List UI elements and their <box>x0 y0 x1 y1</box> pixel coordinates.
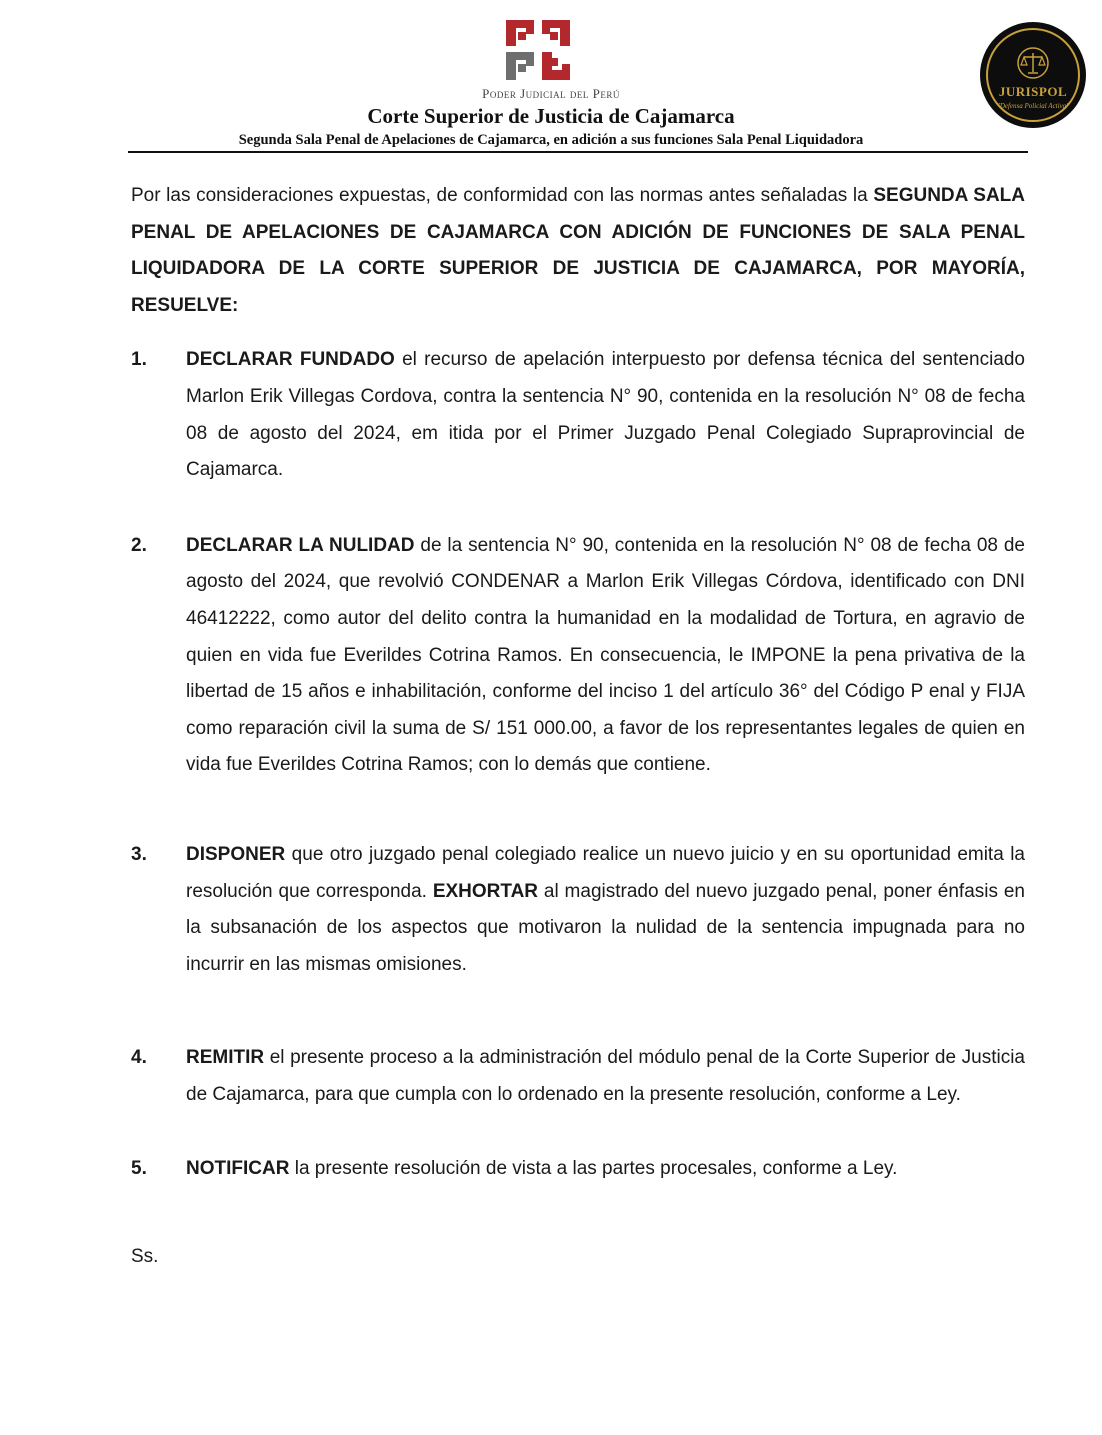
closing-signature: Ss. <box>131 1246 159 1268</box>
item-text: la presente resolución de vista a las partes procesales, conforme a Ley. <box>289 1158 898 1180</box>
poder-judicial-logo <box>504 18 574 82</box>
item-text: el presente proceso a la administración del módulo penal de la Corte Superior de Justicia de Cajamarca, para que cumpla con lo ordenado en la presente resolución, conforme a Ley. <box>186 1047 1025 1105</box>
institution-name: Poder Judicial del Perú <box>482 86 620 101</box>
document-body <box>131 178 1025 1276</box>
item-lead: DECLARAR LA NULIDAD <box>186 534 415 556</box>
item-number: 1. <box>131 349 147 371</box>
scales-of-justice-icon <box>1016 46 1050 80</box>
intro-resolution-heading: SEGUNDA SALA PENAL DE APELACIONES DE CAJAMARCA CON ADICIÓN DE FUNCIONES DE SALA PENAL LIQUIDADORA DE LA CORTE SUPERIOR DE JUSTICIA DE CAJAMARCA, POR MAYORÍA, RESUELVE: <box>131 185 1025 316</box>
item-lead: DECLARAR FUNDADO <box>186 349 395 371</box>
intro-paragraph <box>131 178 1025 324</box>
court-subtitle: Segunda Sala Penal de Apelaciones de Cajamarca, en adición a sus funciones Sala Penal Liquidadora <box>238 132 864 148</box>
resolution-item-2 <box>131 528 1025 784</box>
item-lead: DISPONER <box>186 843 286 865</box>
court-title: Corte Superior de Justicia de Cajamarca <box>367 104 735 128</box>
item-lead: NOTIFICAR <box>186 1158 290 1180</box>
resolution-item-1 <box>131 342 1025 488</box>
item-text: de la sentencia N° 90, contenida en la resolución N° 08 de fecha 08 de agosto del 2024, que revolvió CONDENAR a Marlon Erik Villegas Córdova, identificado con DNI 46412222, como autor del delito contra la humanidad en la modalidad de Tortura, en agravio de quien en vida fue Everildes Cotrina Ramos. En consecuencia, le IMPONE la pena privativa de la libertad de 15 años e inhabilitación, conforme del inciso 1 del artículo 36° del Código P enal y FIJA como reparación civil la suma de S/ 151 000.00, a favor de los representantes legales de quien en vida fue Everildes Cotrina Ramos; con lo demás que contiene. <box>186 534 1026 776</box>
resolution-item-3 <box>131 837 1025 983</box>
seal-motto: "Defensa Policial Activa" <box>996 102 1070 110</box>
item-number: 4. <box>131 1047 147 1069</box>
item-number: 2. <box>131 534 147 556</box>
item-number: 3. <box>131 843 147 865</box>
intro-text: Por las consideraciones expuestas, de conformidad con las normas antes señaladas la <box>131 185 874 206</box>
item-lead-secondary: EXHORTAR <box>432 880 539 902</box>
item-text: el recurso de apelación interpuesto por defensa técnica del sentenciado Marlon Erik Villegas Cordova, contra la sentencia N° 90, contenida en la resolución N° 08 de fecha 08 de agosto del 2024, em itida por el Primer Juzgado Penal Colegiado Supraprovincial de Cajamarca. <box>186 349 1025 481</box>
item-lead: REMITIR <box>186 1047 265 1069</box>
resolution-item-5 <box>131 1151 1025 1188</box>
document-header <box>0 0 1102 160</box>
resolution-item-4 <box>131 1040 1025 1113</box>
item-text-secondary: al magistrado del nuevo juzgado penal, poner énfasis en la subsanación de los aspectos que motivaron la nulidad de la sentencia impugnada para no incurrir en las mismas omisiones. <box>186 880 1025 975</box>
seal-name: JURISPOL <box>998 84 1068 99</box>
item-text: que otro juzgado penal colegiado realice un nuevo juicio y en su oportunidad emita la resolución que corresponda. <box>186 843 1025 902</box>
item-number: 5. <box>131 1158 147 1180</box>
header-divider <box>128 151 1028 153</box>
jurispol-seal <box>980 22 1086 128</box>
